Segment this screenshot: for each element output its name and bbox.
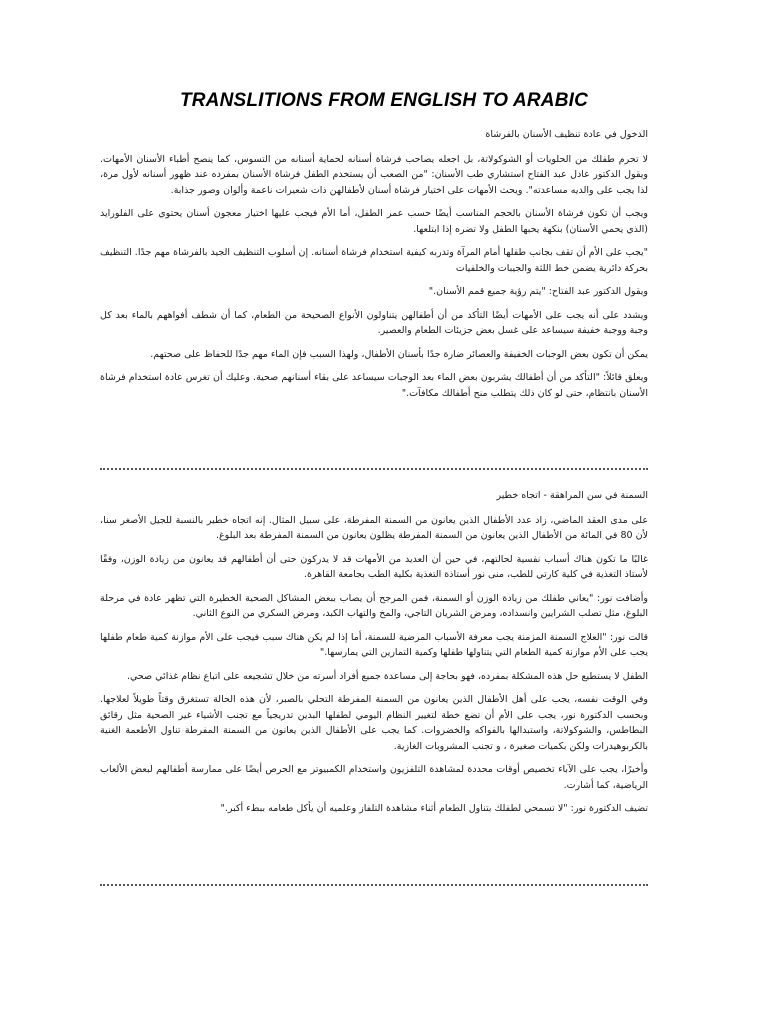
section-obesity-teeth <box>100 127 648 409</box>
section-heading: السمنة في سن المراهقة - اتجاه خطير <box>496 490 648 501</box>
paragraph: وأضافت نور: "يعاني طفلك من زيادة الوزن أو السمنة، فمن المرجح أن يصاب ببعض المشاكل الصحية الخطيرة التي تظهر عادة في مرحلة البلوغ، مثل تصلب الشرايين وانسداده، ومرض الشريان التاجي، والمخ والتهاب الكبد، ومرض السكري من النوع الثاني. <box>100 592 648 619</box>
paragraph: ويجب أن تكون فرشاة الأسنان بالحجم المناسب أيضًا حسب عمر الطفل، أما الأم فيجب عليها اختيار معجون أسنان يحتوي على الفلورايد (الذي يحمي الأسنان) بنكهة يحبها الطفل ولا تضره إذا ابتلعها. <box>100 208 648 235</box>
paragraph: ويعلق قائلاً: "التأكد من أن أطفالك يشربون بعض الماء بعد الوجبات سيساعد على بقاء أسنانهم صحية. وعليك أن تغرس عادة استخدام فرشاة الأسنان بانتظام، حتى لو كان ذلك يتطلب منح أطفالك مكافآت." <box>100 372 648 399</box>
dotted-separator <box>100 468 648 470</box>
paragraph: غالبًا ما تكون هناك أسباب نفسية لحالتهم، في حين أن العديد من الأمهات قد لا يدركون حتى أن أطفالهم قد يعانون من زيادة الوزن، وفقًا لأستاذ التغذية في كلية كارتي للطب، منى نور أستاذة التغذية بكلية الطب بجامعة القاهرة. <box>100 553 648 580</box>
dotted-separator <box>100 884 648 886</box>
paragraph: وأخيرًا، يجب على الآباء تخصيص أوقات محددة لمشاهدة التلفزيون واستخدام الكمبيوتر مع الحرص أيضًا على ممارسة أطفالهم لبعض الألعاب الرياضية، كما أشارت. <box>100 764 648 791</box>
paragraph: قالت نور: "العلاج السمنة المزمنة يجب معرفة الأسباب المرضية للسمنة، أما إذا لم يكن هناك سبب فيجب على الأم موازنة كمية طعام طفلها يجب على الأم موازنة كمية الطعام التي يتناولها طفلها وكمية التمارين التي يمارسها." <box>100 631 648 658</box>
paragraph: لا تحرم طفلك من الحلويات أو الشوكولاتة، بل اجعله يصاحب فرشاة أسنانه لحماية أسنانه من التسوس، كما ينصح أطباء الأسنان الأمهات. ويقول الدكتور عادل عبد الفتاح استشاري طب الأسنان: "من الصعب أن يستخدم الطفل فرشاة الأسنان بمفرده عند ظهور أسنانه لأول مرة، لذا يجب على والديه مساعدته". ويحث الأمهات على اختيار فرشاة أسنان لأطفالهن ذات شعيرات ناعمة وألوان وصور جذابة. <box>100 153 648 196</box>
section-teen-obesity <box>100 488 648 825</box>
document-title: TRANSLITIONS FROM ENGLISH TO ARABIC <box>179 90 589 111</box>
paragraph: الطفل لا يستطيع حل هذه المشكلة بمفرده، فهو بحاجة إلى مساعدة جميع أفراد أسرته من خلال تشجيعه على اتباع نظام غذائي صحي. <box>126 670 648 682</box>
paragraph: وفي الوقت نفسه، يجب على أهل الأطفال الذين يعانون من السمنة المفرطة التحلي بالصبر، لأن هذه الحالة تستغرق وقتاً طويلاً لعلاجها. وبحسب الدكتورة نور، يجب على الأم أن تضع خطة لتغيير النظام اليومي لطفلها البدين تدريجياً مع تجنب الأشياء غير الصحية مثل رقائق البطاطس، والشوكولاتة، واستبدالها بالفواكه والخضروات. كما يجب على الأطفال الذين يعانون من السمنة المفرطة تناول الأطعمة الغنية بالكربوهيدرات ولكن بكميات صغيرة ، و تجنب المشروبات الغازية. <box>100 694 648 752</box>
paragraph: على مدى العقد الماضي، زاد عدد الأطفال الذين يعانون من السمنة المفرطة، على سبيل المثال. إنه اتجاه خطير بالنسبة للجيل الأصغر سنا، لأن 80 في المائة من الأطفال الذين يعانون من السمنة المفرطة يظلون يعانون من السمنة المفرطة بعد البلوغ. <box>100 514 648 541</box>
paragraph: ويقول الدكتور عبد الفتاح: "يتم رؤية جميع قمم الأسنان." <box>428 286 648 297</box>
paragraph: "يجب على الأم أن تقف بجانب طفلها أمام المرآة وتدربه كيفية استخدام فرشاة أسنانه. إن أسلوب التنظيف الجيد بالفرشاة مهم جدًا. التنظيف بحركة دائرية يضمن خط اللثة والجيبات والخلفيات <box>100 247 648 274</box>
paragraph: تضيف الدكتورة نور: "لا تسمحي لطفلك بتناول الطعام أثناء مشاهدة التلفاز وعلميه أن يأكل طعامه ببطء أكبر." <box>220 803 648 814</box>
section-heading: الدخول في عادة تنظيف الأسنان بالفرشاة <box>485 129 648 140</box>
paragraph: يمكن أن تكون بعض الوجبات الخفيفة والعصائر ضارة جدًا بأسنان الأطفال، ولهذا السبب فإن الماء مهم جدًا للحفاظ على صحتهم. <box>150 348 648 360</box>
paragraph: ويشدد على أنه يجب على الأمهات أيضًا التأكد من أن أطفالهن يتناولون الأنواع الصحيحة من الطعام، كما أن شطف أفواههم بالماء بعد كل وجبة ووجبة خفيفة سيساعد على غسل بعض جزيئات الطعام والعصير. <box>100 309 648 336</box>
